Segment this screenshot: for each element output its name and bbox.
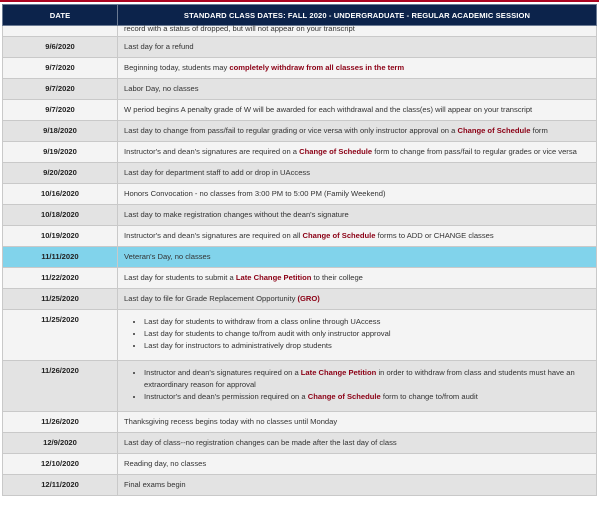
event-bullet-item (144, 316, 590, 328)
event-cell (118, 412, 597, 433)
date-cell: 9/18/2020 (3, 121, 118, 142)
date-cell: 9/20/2020 (3, 163, 118, 184)
event-text: Instructor's and dean's signatures are required on a (124, 147, 300, 156)
event-cell (118, 58, 597, 79)
date-cell: 9/6/2020 (3, 37, 118, 58)
event-link[interactable]: Change of Schedule (302, 231, 376, 240)
event-text: Last day for students to change to/from audit with only instructor approval (144, 329, 391, 338)
event-cell (118, 121, 597, 142)
event-cell (118, 289, 597, 310)
event-text: Last day to file for Grade Replacement Opportunity (124, 294, 298, 303)
event-cell (118, 226, 597, 247)
table-row (3, 184, 597, 205)
table-row (3, 37, 597, 58)
date-cell: 9/7/2020 (3, 79, 118, 100)
event-cell (118, 268, 597, 289)
date-cell: 11/25/2020 (3, 289, 118, 310)
event-text: Instructor and dean's signatures required on a (144, 368, 301, 377)
event-link[interactable]: Change of Schedule (307, 392, 381, 401)
event-text: Beginning today, students may (124, 63, 230, 72)
date-cell: 11/22/2020 (3, 268, 118, 289)
event-text: Reading day, no classes (124, 459, 207, 468)
table-row (3, 121, 597, 142)
event-text: Last day for students to withdraw from a class online through UAccess (144, 317, 381, 326)
event-cell (118, 26, 597, 37)
event-cell (118, 205, 597, 226)
event-text: Honors Convocation - no classes from 3:00 PM to 5:00 PM (Family Weekend) (124, 189, 386, 198)
event-cell (118, 454, 597, 475)
event-text: Instructor's and dean's permission required on a (144, 392, 308, 401)
date-cell: 9/7/2020 (3, 100, 118, 121)
event-text: Last day for students to submit a (124, 273, 236, 282)
event-text: Last day to make registration changes without the dean's signature (124, 210, 349, 219)
table-row (3, 100, 597, 121)
table-row (3, 361, 597, 412)
event-bullet-list (124, 367, 590, 403)
date-cell: 11/25/2020 (3, 310, 118, 361)
event-text: Last day for department staff to add or drop in UAccess (124, 168, 311, 177)
table-row (3, 433, 597, 454)
table-row (3, 79, 597, 100)
table-row (3, 226, 597, 247)
table-row (3, 205, 597, 226)
table-row (3, 310, 597, 361)
event-text: Thanksgiving recess begins today with no classes until Monday (124, 417, 338, 426)
table-header-row (3, 5, 597, 26)
event-cell (118, 361, 597, 412)
event-text: Instructor's and dean's signatures are required on all (124, 231, 303, 240)
date-cell: 9/7/2020 (3, 58, 118, 79)
event-bullet-item (144, 367, 590, 391)
event-text: Last day to change from pass/fail to regular grading or vice versa with only instructor approval on a (124, 126, 458, 135)
date-cell: 9/19/2020 (3, 142, 118, 163)
table-title-header: STANDARD CLASS DATES: FALL 2020 - UNDERGRADUATE - REGULAR ACADEMIC SESSION (118, 5, 597, 26)
table-row (3, 268, 597, 289)
event-bullet-item (144, 340, 590, 352)
event-link[interactable]: completely withdraw from all classes in the term (229, 63, 405, 72)
event-text: forms to ADD or CHANGE classes (375, 231, 494, 240)
event-cell (118, 475, 597, 496)
event-bullet-item (144, 391, 590, 403)
event-cell (118, 100, 597, 121)
date-cell: 11/26/2020 (3, 412, 118, 433)
event-cell (118, 37, 597, 58)
table-row (3, 289, 597, 310)
table-row (3, 247, 597, 268)
event-text: Last day for a refund (124, 42, 194, 51)
date-cell: 12/10/2020 (3, 454, 118, 475)
date-cell: 10/18/2020 (3, 205, 118, 226)
event-bullet-list (124, 316, 590, 352)
date-cell: 12/11/2020 (3, 475, 118, 496)
event-text: Veteran's Day, no classes (124, 252, 211, 261)
class-dates-table (2, 4, 597, 496)
event-cell (118, 247, 597, 268)
event-link[interactable]: Change of Schedule (299, 147, 373, 156)
event-link[interactable]: Change of Schedule (457, 126, 531, 135)
event-text: to their college (311, 273, 363, 282)
event-text: Last day of class--no registration changes can be made after the last day of class (124, 438, 397, 447)
event-text: form (530, 126, 548, 135)
table-row (3, 475, 597, 496)
top-accent-bar (0, 0, 599, 2)
date-cell: 11/26/2020 (3, 361, 118, 412)
event-text: record with a status of dropped, but will not appear on your transcript (124, 24, 355, 33)
event-text: form to change to/from audit (380, 392, 478, 401)
table-row (3, 454, 597, 475)
table-row (3, 412, 597, 433)
event-text: Last day for instructors to administratively drop students (144, 341, 332, 350)
event-text: in order to withdraw from class and students must have an extraordinary reason for approval (144, 368, 575, 389)
event-cell (118, 79, 597, 100)
event-text: Final exams begin (124, 480, 186, 489)
date-cell: 12/9/2020 (3, 433, 118, 454)
event-cell (118, 163, 597, 184)
table-row (3, 58, 597, 79)
date-cell: 11/11/2020 (3, 247, 118, 268)
date-cell (3, 26, 118, 37)
event-cell (118, 433, 597, 454)
event-text: Labor Day, no classes (124, 84, 199, 93)
event-cell (118, 310, 597, 361)
date-column-header: DATE (3, 5, 118, 26)
event-link[interactable]: (GRO) (297, 294, 320, 303)
event-cell (118, 184, 597, 205)
table-row (3, 163, 597, 184)
event-text: W period begins A penalty grade of W will be awarded for each withdrawal and the class(es) will appear on your transcript (124, 105, 533, 114)
table-row (3, 142, 597, 163)
event-cell (118, 142, 597, 163)
event-text: form to change from pass/fail to regular grades or vice versa (372, 147, 577, 156)
event-link[interactable]: Late Change Petition (235, 273, 312, 282)
table-row-partial (3, 26, 597, 37)
event-link[interactable]: Late Change Petition (300, 368, 377, 377)
date-cell: 10/16/2020 (3, 184, 118, 205)
date-cell: 10/19/2020 (3, 226, 118, 247)
event-bullet-item (144, 328, 590, 340)
